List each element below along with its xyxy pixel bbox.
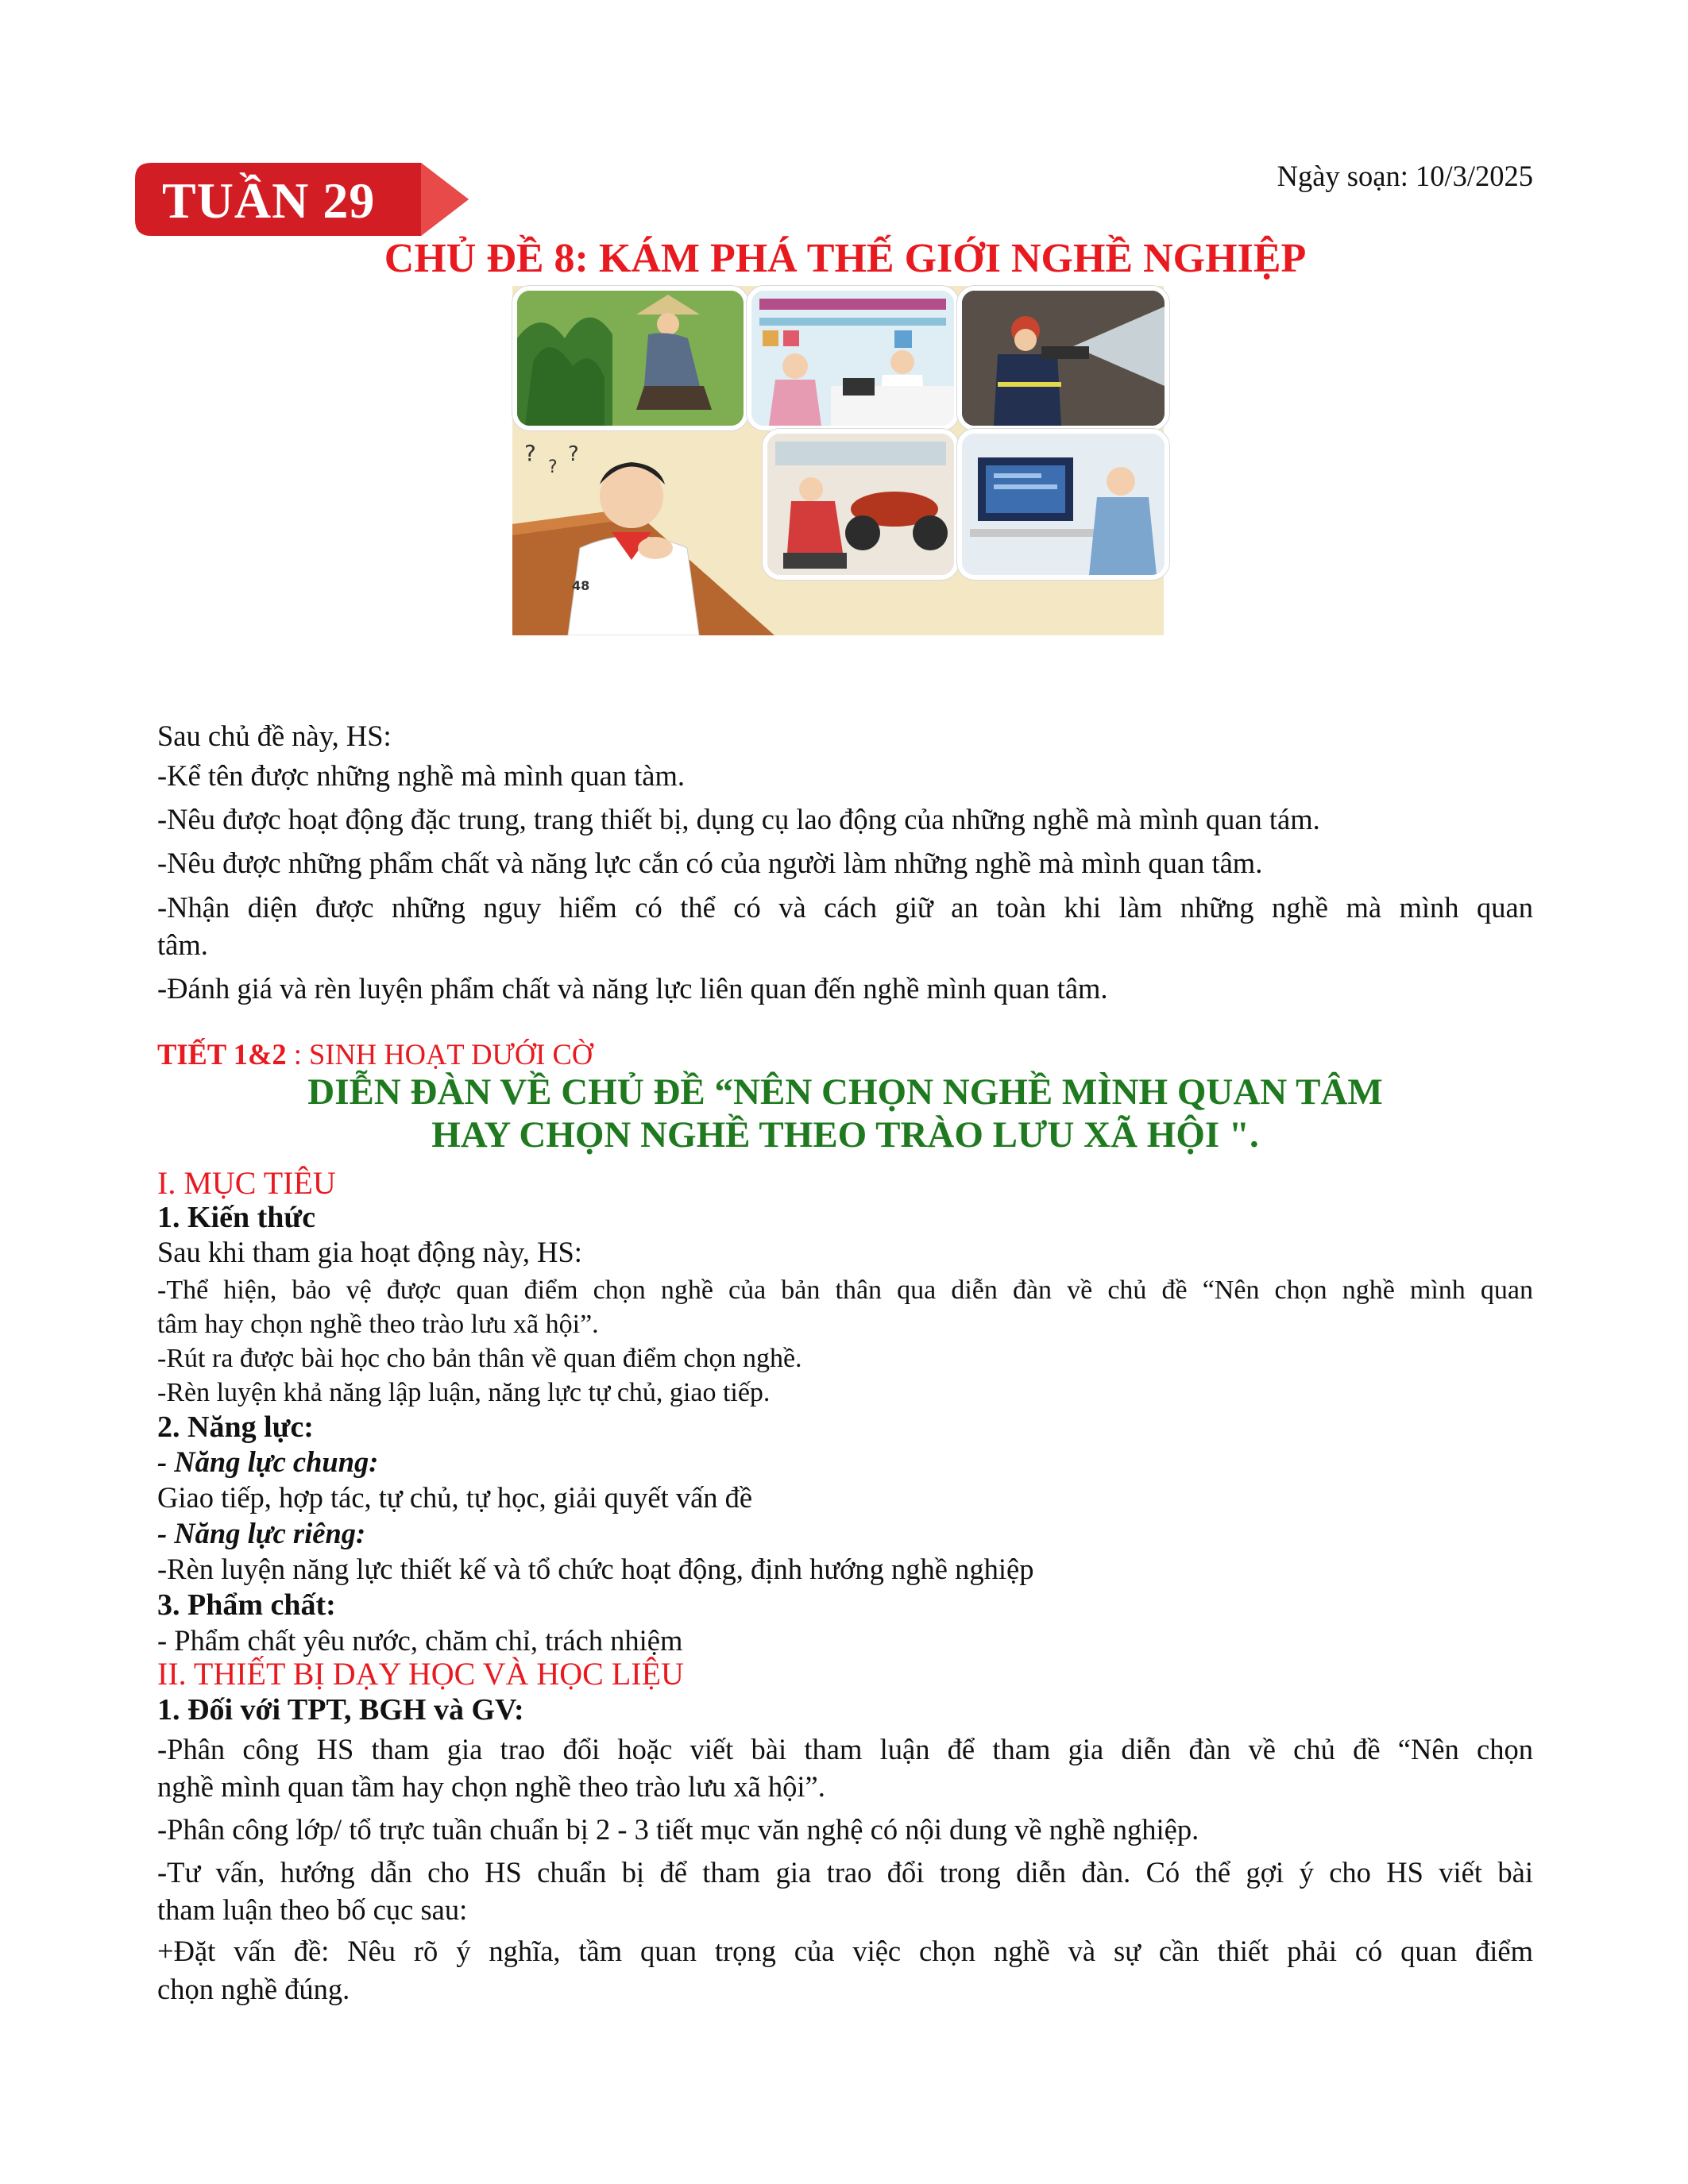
section-heading: I. MỤC TIÊU [157,1165,336,1201]
knowledge-item: tâm hay chọn nghề theo trào lưu xã hội”. [157,1310,599,1339]
forum-title-line2: HAY CHỌN NGHỀ THEO TRÀO LƯU XÃ HỘI ". [431,1114,1259,1156]
section-heading: II. THIẾT BỊ DẠY HỌC VÀ HỌC LIỆU [157,1656,684,1692]
subsection-heading: 3. Phẩm chất: [157,1588,336,1622]
equipment-line: +Đặt vấn đề: Nêu rõ ý nghĩa, tầm quan trọng của việc chọn nghề và sự cần thiết phải có quan điểm [157,1935,1533,1967]
subsection-heading: 2. Năng lực: [157,1410,314,1444]
general-ability-text: Giao tiếp, hợp tác, tự chủ, tự học, giải quyết vấn đề [157,1481,753,1514]
objective-item: -Nhận diện được những nguy hiểm có thể có và cách giữ an toàn khi làm những nghề mà mình quan [157,891,1533,924]
mechanic-panel [763,429,959,580]
equipment-line: nghề mình quan tầm hay chọn nghề theo trào lưu xã hội”. [157,1770,825,1803]
period-rest: : SINH HOẠT DƯỚI CỜ [286,1038,593,1071]
forum-title-line1: DIỄN ĐÀN VỀ CHỦ ĐỀ “NÊN CHỌN NGHỀ MÌNH QUAN TÂM [307,1071,1383,1113]
equipment-line: -Phân công HS tham gia trao đổi hoặc viết bài tham luận để tham gia diễn đàn về chủ đề “Nên chọn [157,1733,1533,1765]
knowledge-item: -Rèn luyện khả năng lập luận, năng lực tự chủ, giao tiếp. [157,1378,771,1407]
illustration-page-number: 48 [572,578,590,593]
it-worker-panel [957,429,1169,580]
knowledge-item: -Rút ra được bài học cho bản thân về quan điểm chọn nghề. [157,1344,802,1373]
shop-panel [747,286,959,430]
equipment-line: chọn nghề đúng. [157,1973,350,2005]
subsection-heading: 1. Kiến thức [157,1201,316,1234]
topic-title: CHỦ ĐỀ 8: KÁM PHÁ THẾ GIỚI NGHỀ NGHIỆP [384,236,1307,281]
week-banner [135,163,469,236]
firefighter-panel [957,286,1169,430]
farmer-panel [512,286,748,430]
topic-illustration [512,286,1164,635]
objective-item: tâm. [157,928,208,961]
objectives-intro: Sau chủ đề này, HS: [157,720,392,752]
equipment-line: -Phân công lớp/ tổ trực tuần chuẩn bị 2 - 3 tiết mục văn nghệ có nội dung về nghề nghiệp. [157,1813,1199,1846]
specific-ability-text: -Rèn luyện năng lực thiết kế và tổ chức hoạt động, định hướng nghề nghiệp [157,1553,1034,1585]
student-figure [520,429,759,635]
week-label: TUẦN 29 [162,172,376,229]
knowledge-item: -Thể hiện, bảo vệ được quan điểm chọn nghề của bản thân qua diễn đàn về chủ đề “Nên chọn nghề mình quan [157,1275,1533,1305]
equipment-line: -Tư vấn, hướng dẫn cho HS chuẩn bị để tham gia trao đổi trong diễn đàn. Có thể gợi ý cho HS viết bài [157,1856,1533,1889]
knowledge-intro: Sau khi tham gia hoạt động này, HS: [157,1236,582,1268]
objective-item: -Nêu được những phẩm chất và năng lực cắn có của người làm những nghề mà mình quan tâm. [157,847,1263,879]
subsection-heading: 1. Đối với TPT, BGH và GV: [157,1693,524,1727]
date-line: Ngày soạn: 10/3/2025 [1277,160,1533,192]
objective-item: -Kể tên được những nghề mà mình quan tàm. [157,759,686,792]
period-label: TIẾT 1&2 [157,1038,287,1071]
svg-text:?: ? [548,457,558,477]
general-ability-heading: - Năng lực chung: [157,1445,379,1478]
specific-ability-heading: - Năng lực riêng: [157,1517,366,1549]
equipment-line: tham luận theo bố cục sau: [157,1893,468,1926]
objective-item: -Nêu được hoạt động đặc trung, trang thiết bị, dụng cụ lao động của những nghề mà mình quan tám. [157,803,1320,835]
quality-text: - Phẩm chất yêu nước, chăm chỉ, trách nhiệm [157,1624,683,1657]
svg-text:?: ? [568,442,579,466]
svg-text:?: ? [524,440,536,466]
objective-item: -Đánh giá và rèn luyện phẩm chất và năng lực liên quan đến nghề mình quan tâm. [157,972,1108,1005]
